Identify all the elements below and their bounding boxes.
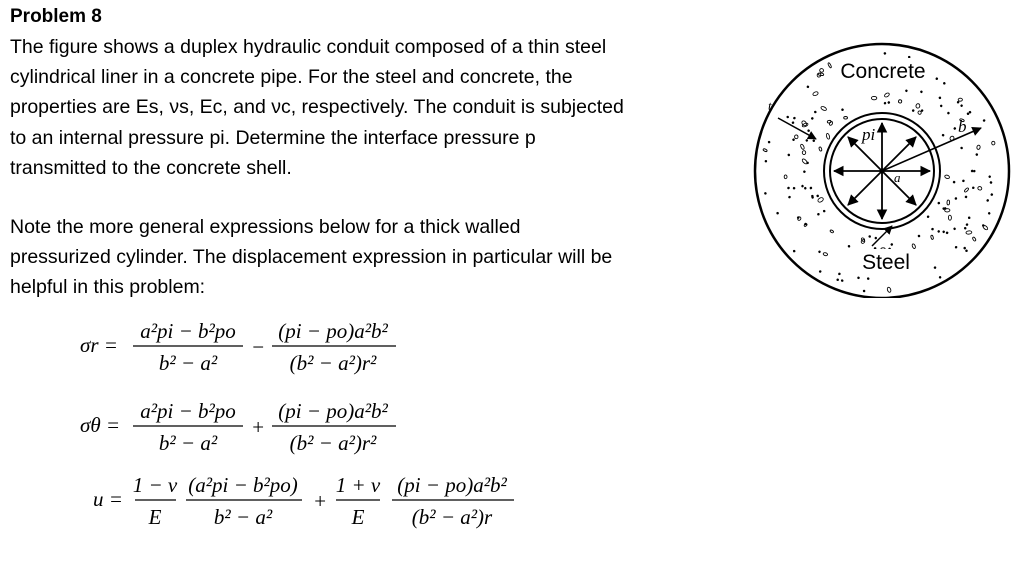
aggregate-particle [806, 139, 808, 141]
thickness-label: t [768, 98, 772, 113]
aggregate-particle [848, 245, 850, 247]
aggregate-particle [921, 110, 923, 112]
u-term2-denominator: (b² − a²)r [411, 505, 493, 529]
aggregate-particle [940, 105, 942, 107]
aggregate-particle [908, 56, 910, 58]
aggregate-particle [793, 187, 795, 189]
sigma-r-term2-denominator: (b² − a²)r² [289, 351, 377, 375]
aggregate-particle [943, 208, 945, 210]
aggregate-particle [938, 230, 940, 232]
aggregate-particle [808, 130, 810, 132]
aggregate-particle [818, 251, 820, 253]
aggregate-particle [814, 111, 816, 113]
sigma-theta-term2-denominator: (b² − a²)r² [289, 431, 377, 455]
sigma-theta-lhs: σθ = [80, 413, 121, 437]
note-line-3: helpful in this problem: [10, 276, 206, 299]
aggregate-particle [990, 181, 992, 183]
aggregate-particle [818, 213, 820, 215]
aggregate-particle [788, 196, 790, 198]
stress-displacement-equations [0, 310, 560, 560]
aggregate-particle [875, 237, 877, 239]
aggregate-particle [807, 86, 809, 88]
aggregate-particle [811, 196, 813, 198]
u-coef1-denominator: E [148, 505, 162, 529]
aggregate-particle [966, 224, 968, 226]
aggregate-particle [869, 236, 871, 238]
note-line-2: pressurized cylinder. The displacement expression in particular will be [10, 246, 613, 269]
aggregate-particle [863, 290, 865, 292]
aggregate-particle [905, 90, 907, 92]
aggregate-particle [942, 134, 944, 136]
sigma-r-term2-numerator: (pi − po)a²b² [278, 319, 388, 343]
aggregate-particle [962, 180, 964, 182]
sigma-r-lhs: σr = [80, 333, 118, 357]
aggregate-particle [819, 270, 821, 272]
statement-line-1: The figure shows a duplex hydraulic conduit composed of a thin steel [10, 36, 607, 58]
aggregate-particle [884, 102, 886, 104]
aggregate-particle [934, 267, 936, 269]
steel-label: Steel [862, 251, 910, 274]
aggregate-particle [841, 280, 843, 282]
aggregate-particle [961, 147, 963, 149]
aggregate-particle [765, 160, 767, 162]
sigma-r-term1-denominator: b² − a² [158, 351, 218, 375]
u-lhs: u = [93, 487, 123, 511]
aggregate-particle [777, 212, 779, 214]
aggregate-particle [867, 278, 869, 280]
aggregate-particle [967, 113, 969, 115]
aggregate-particle [991, 193, 993, 195]
aggregate-particle [813, 140, 815, 142]
concrete-label: Concrete [840, 60, 926, 83]
u-coef2-denominator: E [351, 505, 365, 529]
aggregate-particle [989, 176, 991, 178]
aggregate-particle [976, 154, 978, 156]
aggregate-particle [964, 227, 966, 229]
statement-line-4: to an internal pressure pi. Determine the interface pressure p [10, 126, 536, 149]
aggregate-particle [943, 82, 945, 84]
aggregate-particle [939, 276, 941, 278]
aggregate-particle [955, 198, 957, 200]
aggregate-particle [792, 139, 794, 141]
internal-pressure-label: pi [862, 125, 876, 144]
aggregate-particle [954, 127, 956, 129]
aggregate-particle [788, 187, 790, 189]
aggregate-particle [965, 196, 967, 198]
aggregate-particle [988, 212, 990, 214]
aggregate-particle [969, 111, 971, 113]
aggregate-particle [787, 116, 789, 118]
note-line-1: Note the more general expressions below for a thick walled [10, 216, 521, 238]
aggregate-particle [960, 105, 962, 107]
statement-line-2: cylindrical liner in a concrete pipe. For the steel and concrete, the [10, 66, 573, 89]
aggregate-particle [801, 185, 803, 187]
inner-radius-label: a [894, 170, 901, 185]
u-coef2-numerator: 1 + ν [335, 473, 381, 497]
aggregate-particle [823, 210, 825, 212]
aggregate-particle [884, 52, 886, 54]
aggregate-particle [792, 122, 794, 124]
aggregate-particle [953, 228, 955, 230]
u-term1-numerator: (a²pi − b²po) [188, 473, 298, 497]
aggregate-particle [973, 170, 975, 172]
aggregate-particle [793, 117, 795, 119]
problem-statement [10, 32, 730, 183]
aggregate-particle [888, 101, 890, 103]
aggregate-particle [764, 192, 766, 194]
aggregate-particle [972, 187, 974, 189]
conduit-figure [746, 28, 1022, 298]
aggregate-particle [968, 217, 970, 219]
aggregate-particle [817, 195, 819, 197]
aggregate-particle [987, 199, 989, 201]
aggregate-particle [841, 109, 843, 111]
aggregate-particle [964, 247, 966, 249]
aggregate-particle [966, 250, 968, 252]
aggregate-particle [946, 232, 948, 234]
outer-radius-label: b [958, 117, 967, 136]
aggregate-particle [932, 228, 934, 230]
sigma-theta-plus-sign: + [250, 415, 266, 439]
u-plus-sign: + [312, 489, 328, 513]
aggregate-particle [804, 223, 806, 225]
aggregate-particle [912, 110, 914, 112]
u-term1-denominator: b² − a² [213, 505, 273, 529]
aggregate-particle [807, 162, 809, 164]
aggregate-particle [891, 243, 893, 245]
aggregate-particle [939, 97, 941, 99]
statement-line-5: transmitted to the concrete shell. [10, 156, 292, 179]
aggregate-particle [983, 119, 985, 121]
aggregate-particle [810, 187, 812, 189]
aggregate-particle [837, 279, 839, 281]
aggregate-particle [839, 273, 841, 275]
aggregate-particle [793, 250, 795, 252]
aggregate-particle [768, 141, 770, 143]
u-term2-numerator: (pi − po)a²b² [397, 473, 507, 497]
aggregate-particle [927, 216, 929, 218]
u-coef1-numerator: 1 − ν [132, 473, 178, 497]
problem-title: Problem 8 [10, 6, 102, 27]
sigma-theta-term1-numerator: a²pi − b²po [140, 399, 236, 423]
aggregate-particle [936, 78, 938, 80]
center-point [880, 169, 885, 174]
aggregate-particle [788, 154, 790, 156]
aggregate-particle [803, 171, 805, 173]
sigma-r-minus-sign: − [250, 335, 266, 359]
aggregate-particle [943, 231, 945, 233]
aggregate-particle [804, 187, 806, 189]
aggregate-particle [971, 170, 973, 172]
aggregate-particle [957, 101, 959, 103]
statement-line-3: properties are Es, νs, Ec, and νc, respectively. The conduit is subjected [10, 96, 624, 119]
note-paragraph [10, 212, 730, 303]
sigma-r-term1-numerator: a²pi − b²po [140, 319, 236, 343]
aggregate-particle [858, 277, 860, 279]
aggregate-particle [920, 91, 922, 93]
aggregate-particle [955, 246, 957, 248]
aggregate-particle [947, 112, 949, 114]
aggregate-particle [918, 235, 920, 237]
aggregate-particle [953, 181, 955, 183]
sigma-theta-term2-numerator: (pi − po)a²b² [278, 399, 388, 423]
aggregate-particle [811, 117, 813, 119]
sigma-theta-term1-denominator: b² − a² [158, 431, 218, 455]
aggregate-particle [938, 202, 940, 204]
